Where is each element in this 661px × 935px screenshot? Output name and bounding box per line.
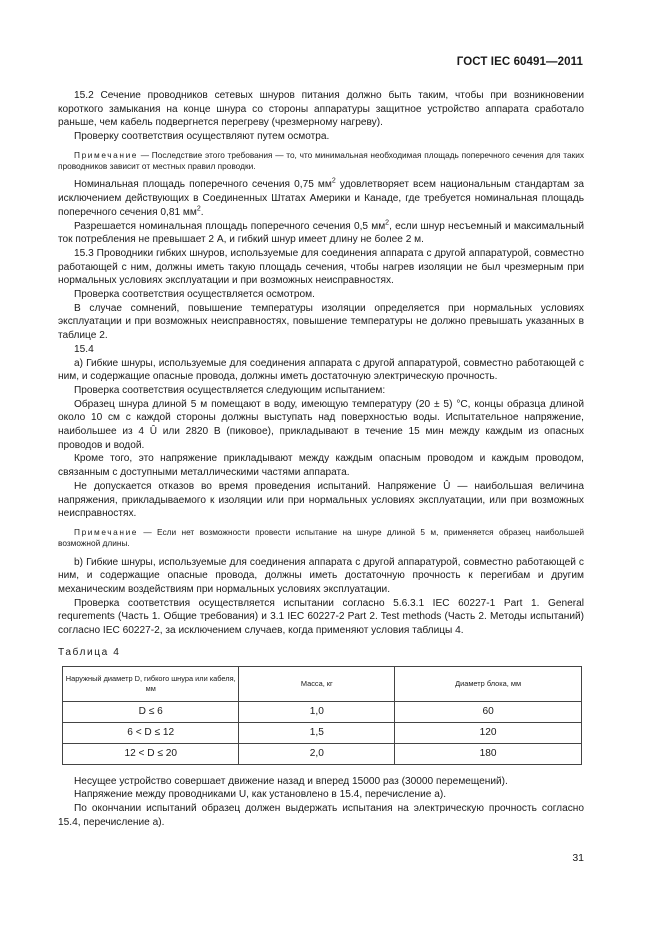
data-table [62,666,582,765]
paragraph: Проверка соответствия осуществляется следующим испытанием: [74,384,386,396]
table-cell: D ≤ 6 [63,701,239,722]
paragraph: Кроме того, это напряжение прикладывают между каждым опасным проводом и каждым проводом, связанным с доступными металлическими частями аппарата. [58,453,584,479]
document-header: ГОСТ IEC 60491—2011 [456,56,583,68]
clause-15-2: 15.2 Сечение проводников сетевых шнуров питания должно быть таким, чтобы при возникновении короткого замыкания на конце шнура со стороны аппаратуры защитное устройство аппарата сработало раньше, чем кабель подвергнется перегреву (чрезмерному нагреву). [58,90,584,129]
column-header: Наружный диаметр D, гибкого шнура или кабеля, мм [63,666,239,701]
text-run: удовлетворяет всем национальным стандартам за исключением действующих в Соединенных Штатах Америки и Канаде, где требуется номинальная площадь поперечного сечения 0,81 мм [58,179,584,218]
table-cell: 180 [395,743,582,764]
table-cell: 12 < D ≤ 20 [63,743,239,764]
note [58,527,584,550]
text-run: . [200,206,204,218]
note [58,150,584,173]
superscript: 2 [331,178,336,186]
paragraph: Проверка соответствия осуществляется испытании согласно 5.6.3.1 IEC 60227-1 Part 1. General requrements (Часть 1. Общие требования) и 3.1 IEC 60227-2 Part 2. Test methods (Часть 2. Методы испытаний) согласно IEC 60227-2, за исключением случаев, когда применяют условия таблицы 4. [58,597,584,637]
paragraph: b) Гибкие шнуры, используемые для соединения аппарата с другой аппаратурой, совместно работающей с ним, и содержащие опасные провода, должны иметь достаточную прочность к перегибам и другим механическим воздействиям при нормальных условиях эксплуатации. [58,556,584,595]
paragraph [58,178,584,219]
table-cell: 1,5 [239,722,395,743]
table-row [63,701,582,722]
note-label: Примечание [74,526,139,537]
table-cell: 6 < D ≤ 12 [63,722,239,743]
table-cell: 2,0 [239,743,395,764]
paragraph: Напряжение между проводниками U, как установлено в 15.4, перечисление а). [74,789,447,801]
note-text: — Последствие этого требования — то, что минимальная необходимая площадь поперечного сечения для таких проводников зависит от местных правил проводки. [58,149,584,172]
text-run: , если шнур несъемный и максимальный ток потребления не превышает 2 А, и гибкий шнур имеет длину не более 2 м. [58,220,585,246]
superscript: 2 [196,205,201,213]
table-cell: 60 [395,701,582,722]
page-number: 31 [572,852,584,864]
document-body [58,89,584,829]
paragraph: Проверку соответствия осуществляют путем осмотра. [74,131,330,143]
paragraph: а) Гибкие шнуры, используемые для соединения аппарата с другой аппаратурой, совместно работающей с ним, и содержащие опасные провода, должны иметь достаточную электрическую прочность. [58,357,584,383]
paragraph: Несущее устройство совершает движение назад и вперед 15000 раз (30000 перемещений). [74,775,508,787]
paragraph: По окончании испытаний образец должен выдержать испытания на электрическую прочность согласно 15.4, перечисление а). [58,802,584,828]
column-header: Масса, кг [239,666,395,701]
table-cell: 120 [395,722,582,743]
paragraph [58,220,584,247]
note-text: — Если нет возможности провести испытание на шнуре длиной 5 м, применяется образец наибольшей возможной длины. [58,526,584,549]
clause-15-3: 15.3 Проводники гибких шнуров, используемые для соединения аппарата с другой аппаратурой, совместно работающей с ним, должны иметь такую площадь сечения, чтобы нагрев изоляции не был чрезмерным при нормальных условиях эксплуатации и при возможных неисправностях. [58,247,584,287]
table-caption: Таблица 4 [58,646,121,658]
text-run: Разрешается номинальная площадь поперечного сечения 0,5 мм [74,220,386,232]
table-row [63,722,582,743]
column-header: Диаметр блока, мм [395,666,582,701]
paragraph: В случае сомнений, повышение температуры изоляции определяется при нормальных условиях эксплуатации и при возможных неисправностях, повышение температуры не должно превышать указанных в таблице 2. [58,302,584,342]
paragraph: Не допускается отказов во время проведения испытаний. Напряжение Û — наибольшая величина напряжения, прикладываемого к изоляции или при нормальных условиях эксплуатации, или при возможных неисправностях. [58,480,584,520]
note-label: Примечание [74,149,139,160]
paragraph: Проверка соответствия осуществляется осмотром. [74,289,315,301]
clause-15-4: 15.4 [74,343,94,355]
text-run: Номинальная площадь поперечного сечения 0,75 мм [74,179,332,191]
paragraph: Образец шнура длиной 5 м помещают в воду, имеющую температуру (20 ± 5) °С, концы образца длиной около 10 см с каждой стороны должны выступать над поверхностью воды. Испытательное напряжение, наибольшее из 4 Û или 2820 В (пиковое), прикладывают в течение 15 мин между каждым из опасных проводов и водой. [58,398,584,451]
table-header-row [63,666,582,701]
superscript: 2 [385,219,390,227]
table-row [63,743,582,764]
table-cell: 1,0 [239,701,395,722]
